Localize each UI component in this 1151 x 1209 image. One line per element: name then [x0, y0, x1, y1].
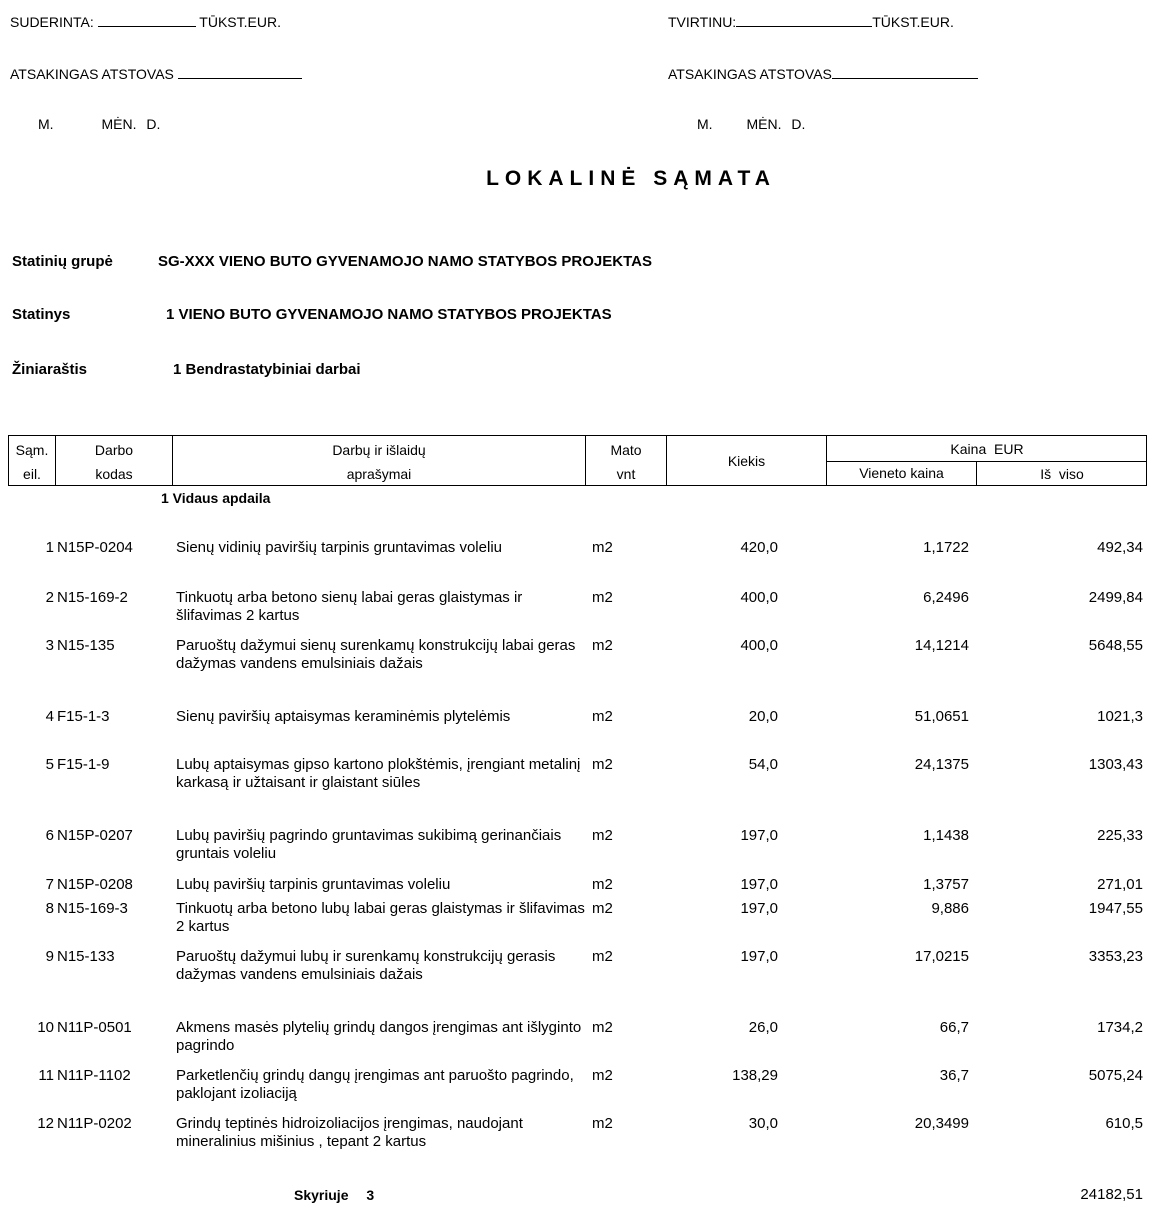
section-title: 1 Vidaus apdaila — [161, 490, 271, 506]
row-total: 610,5 — [1105, 1115, 1143, 1132]
row-unit: m2 — [592, 756, 613, 773]
table-row — [0, 1115, 1151, 1185]
row-number: 12 — [37, 1115, 54, 1132]
header-desc-bottom: aprašymai — [346, 466, 412, 482]
row-number: 7 — [45, 876, 54, 893]
signature-line — [98, 12, 196, 27]
date-year: M. — [38, 116, 54, 132]
row-code: N15P-0207 — [57, 827, 133, 844]
row-unit: m2 — [592, 1115, 613, 1132]
row-description: Tinkuotų arba betono lubų labai geras glaistymas ir šlifavimas 2 kartus — [176, 900, 585, 935]
row-quantity: 54,0 — [748, 756, 778, 773]
date-day: D. — [146, 116, 161, 132]
row-code: N15P-0204 — [57, 539, 133, 556]
row-description: Paruoštų dažymui lubų ir surenkamų konstrukcijų gerasis dažymas vandens emulsiniais dažais — [176, 948, 556, 983]
row-total: 5075,24 — [1088, 1067, 1143, 1084]
row-total: 3353,23 — [1088, 948, 1143, 965]
row-description: Lubų paviršių pagrindo gruntavimas sukibimą gerinančiais gruntais voleliu — [176, 827, 562, 862]
date-day: D. — [791, 116, 806, 132]
signature-line — [178, 64, 302, 79]
table-row — [0, 637, 1151, 707]
row-unit: m2 — [592, 948, 613, 965]
summary-label — [294, 1187, 374, 1203]
summary-total: 24182,51 — [1080, 1186, 1143, 1203]
representative-left — [10, 64, 302, 82]
row-code: F15-1-9 — [57, 756, 110, 773]
row-total: 1734,2 — [1097, 1019, 1143, 1036]
row-code: N15-169-3 — [57, 900, 128, 917]
row-unit: m2 — [592, 539, 613, 556]
row-total: 1303,43 — [1088, 756, 1143, 773]
row-total: 492,34 — [1097, 539, 1143, 556]
row-unit-price: 1,3757 — [923, 876, 969, 893]
header-nr-top: Sąm. — [15, 442, 49, 458]
approval-left-unit: TŪKST.EUR. — [199, 14, 281, 30]
row-unit: m2 — [592, 900, 613, 917]
header-total: Iš viso — [1040, 466, 1084, 482]
row-total: 271,01 — [1097, 876, 1143, 893]
row-unit-price: 20,3499 — [914, 1115, 969, 1132]
row-number: 8 — [45, 900, 54, 917]
row-quantity: 30,0 — [748, 1115, 778, 1132]
row-quantity: 26,0 — [748, 1019, 778, 1036]
row-quantity: 197,0 — [740, 900, 778, 917]
row-unit: m2 — [592, 876, 613, 893]
row-total: 1947,55 — [1088, 900, 1143, 917]
row-quantity: 400,0 — [740, 637, 778, 654]
row-code: N11P-0202 — [57, 1115, 132, 1132]
row-description: Sienų paviršių aptaisymas keraminėmis plytelėmis — [176, 708, 511, 725]
row-unit: m2 — [592, 637, 613, 654]
row-unit-price: 9,886 — [931, 900, 969, 917]
row-description: Grindų teptinės hidroizoliacijos įrengimas, naudojant mineralinius mišinius , tepant 2 kartus — [176, 1115, 523, 1150]
row-unit-price: 1,1438 — [923, 827, 969, 844]
row-description: Lubų aptaisymas gipso kartono plokštėmis, įrengiant metalinį karkasą ir užtaisant ir glaistant siūles — [176, 756, 581, 791]
row-number: 10 — [37, 1019, 54, 1036]
row-code: N15-135 — [57, 637, 115, 654]
table-row — [0, 756, 1151, 826]
row-unit-price: 36,7 — [939, 1067, 969, 1084]
row-description: Sienų vidinių paviršių tarpinis gruntavimas voleliu — [176, 539, 502, 556]
row-code: N11P-0501 — [57, 1019, 132, 1036]
document-title: LOKALINĖ SĄMATA — [486, 167, 776, 190]
row-total: 1021,3 — [1097, 708, 1143, 725]
row-number: 11 — [38, 1067, 54, 1084]
row-number: 6 — [45, 827, 54, 844]
row-total: 225,33 — [1097, 827, 1143, 844]
row-description: Akmens masės plytelių grindų dangos įrengimas ant išlyginto pagrindo — [176, 1019, 582, 1054]
approval-right-unit: TŪKST.EUR. — [872, 14, 954, 30]
row-description: Parketlenčių grindų dangų įrengimas ant paruošto pagrindo, paklojant izoliaciją — [176, 1067, 574, 1102]
row-number: 1 — [45, 539, 54, 556]
header-divider — [826, 461, 1147, 462]
row-unit-price: 24,1375 — [914, 756, 969, 773]
row-unit: m2 — [592, 827, 613, 844]
row-code: F15-1-3 — [57, 708, 110, 725]
row-number: 3 — [45, 637, 54, 654]
date-year: M. — [697, 116, 713, 132]
row-unit-price: 1,1722 — [923, 539, 969, 556]
row-unit-price: 6,2496 — [923, 589, 969, 606]
header-unit-price: Vieneto kaina — [859, 465, 944, 481]
row-unit-price: 66,7 — [939, 1019, 969, 1036]
sheet-label: Žiniaraštis — [12, 361, 88, 378]
header-nr-bottom: eil. — [23, 466, 41, 482]
row-unit: m2 — [592, 1067, 613, 1084]
row-description: Tinkuotų arba betono sienų labai geras glaistymas ir šlifavimas 2 kartus — [176, 589, 523, 624]
date-month: MĖN. — [746, 116, 782, 132]
row-number: 2 — [45, 589, 54, 606]
row-number: 4 — [45, 708, 54, 725]
row-description: Lubų paviršių tarpinis gruntavimas voleliu — [176, 876, 451, 893]
row-total: 2499,84 — [1088, 589, 1143, 606]
row-unit: m2 — [592, 708, 613, 725]
row-code: N15-169-2 — [57, 589, 128, 606]
date-left — [38, 116, 160, 132]
row-unit-price: 17,0215 — [914, 948, 969, 965]
date-month: MĖN. — [101, 116, 137, 132]
summary-label-text: Skyriuje — [294, 1187, 349, 1203]
row-code: N15P-0208 — [57, 876, 133, 893]
header-code-bottom: kodas — [95, 466, 133, 482]
row-unit: m2 — [592, 589, 613, 606]
header-price-group: Kaina EUR — [950, 441, 1024, 457]
header-code-top: Darbo — [94, 442, 134, 458]
group-label: Statinių grupė — [12, 253, 113, 270]
row-quantity: 400,0 — [740, 589, 778, 606]
row-code: N11P-1102 — [57, 1067, 131, 1084]
header-unit-top: Mato — [610, 442, 642, 458]
date-right — [697, 116, 805, 132]
group-value: SG-XXX VIENO BUTO GYVENAMOJO NAMO STATYBOS PROJEKTAS — [158, 253, 652, 270]
row-quantity: 20,0 — [748, 708, 778, 725]
approval-left — [10, 12, 281, 30]
row-unit-price: 14,1214 — [914, 637, 969, 654]
approval-right-label: TVIRTINU: — [668, 14, 737, 30]
header-desc-top: Darbų ir išlaidų — [332, 442, 426, 458]
signature-line — [832, 64, 978, 79]
object-value: 1 VIENO BUTO GYVENAMOJO NAMO STATYBOS PROJEKTAS — [166, 306, 612, 323]
row-number: 5 — [45, 756, 54, 773]
sheet-value: 1 Bendrastatybiniai darbai — [173, 361, 361, 378]
row-code: N15-133 — [57, 948, 115, 965]
object-label: Statinys — [12, 306, 71, 323]
row-quantity: 197,0 — [740, 948, 778, 965]
row-quantity: 138,29 — [732, 1067, 778, 1084]
table-row — [0, 948, 1151, 1018]
approval-right — [668, 12, 954, 30]
approval-left-label: SUDERINTA: — [10, 14, 94, 30]
representative-right — [668, 64, 978, 82]
row-unit-price: 51,0651 — [914, 708, 969, 725]
summary-number: 3 — [366, 1187, 375, 1203]
signature-line — [736, 12, 872, 27]
row-quantity: 420,0 — [740, 539, 778, 556]
representative-right-label: ATSAKINGAS ATSTOVAS — [668, 66, 832, 82]
row-description: Paruoštų dažymui sienų surenkamų konstrukcijų labai geras dažymas vandens emulsiniais dažais — [176, 637, 576, 672]
row-quantity: 197,0 — [740, 827, 778, 844]
row-unit: m2 — [592, 1019, 613, 1036]
representative-left-label: ATSAKINGAS ATSTOVAS — [10, 66, 174, 82]
row-number: 9 — [45, 948, 54, 965]
header-quantity: Kiekis — [727, 453, 766, 469]
row-quantity: 197,0 — [740, 876, 778, 893]
header-unit-bottom: vnt — [616, 466, 636, 482]
row-total: 5648,55 — [1088, 637, 1143, 654]
